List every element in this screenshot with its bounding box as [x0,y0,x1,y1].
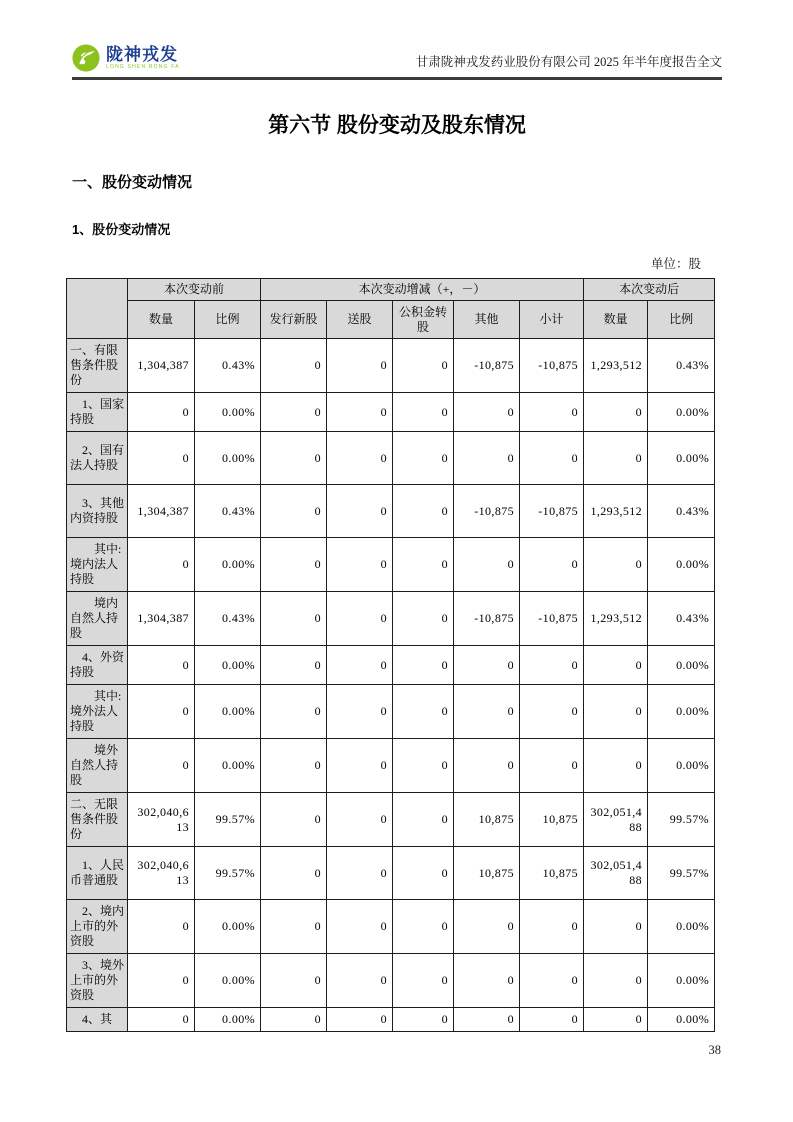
row-label-cell: 境内自然人持股 [67,592,128,646]
data-cell: 0 [261,685,327,739]
data-cell: 0 [261,954,327,1008]
data-cell: 0.00% [195,739,261,793]
data-cell: 0 [261,393,327,432]
data-cell: 0 [393,339,454,393]
data-cell: 0 [327,900,393,954]
table-row [67,739,715,793]
data-cell: 0 [261,900,327,954]
data-cell: 0 [128,1008,195,1032]
data-cell: 0 [584,646,648,685]
data-cell: 0.00% [195,538,261,592]
logo-name-cn: 陇神戎发 [106,45,178,64]
data-cell: 0.00% [195,393,261,432]
col-header-ratio-before: 比例 [195,301,261,339]
col-header-qty-after: 数量 [584,301,648,339]
data-cell: 0 [128,538,195,592]
data-cell: 302,051,488 [584,847,648,900]
data-cell: 0.00% [648,432,715,485]
data-cell: 0 [393,954,454,1008]
table-row [67,900,715,954]
data-cell: 0 [261,538,327,592]
data-cell: 0 [520,393,584,432]
row-label-cell: 2、境内上市的外资股 [67,900,128,954]
data-cell: 0 [327,646,393,685]
data-cell: 0.00% [648,538,715,592]
data-cell: 0 [520,1008,584,1032]
table-corner-cell [67,279,128,339]
data-cell: 0 [584,739,648,793]
data-cell: 0 [454,393,520,432]
data-cell: 0.00% [648,900,715,954]
row-label-cell: 其中: 境外法人持股 [67,685,128,739]
data-cell: 10,875 [520,847,584,900]
data-cell: 0 [327,954,393,1008]
share-change-table [66,278,715,1032]
data-cell: 0.00% [195,954,261,1008]
row-label-cell: 二、无限售条件股份 [67,793,128,847]
data-cell: 0 [393,485,454,538]
table-header-group-row [67,279,715,301]
data-cell: 0.00% [648,954,715,1008]
header-group-before: 本次变动前 [128,279,261,301]
data-cell: 0 [327,793,393,847]
data-cell: 0.00% [195,646,261,685]
table-row [67,646,715,685]
logo-name-en: LONG SHEN RONG FA [106,64,180,70]
data-cell: 0 [454,646,520,685]
data-cell: 1,304,387 [128,592,195,646]
data-cell: 99.57% [195,847,261,900]
table-row [67,1008,715,1032]
data-cell: -10,875 [520,485,584,538]
data-cell: 0 [128,646,195,685]
data-cell: -10,875 [454,339,520,393]
data-cell: 0 [327,739,393,793]
data-cell: 0 [584,432,648,485]
data-cell: 302,040,613 [128,793,195,847]
section-title: 第六节 股份变动及股东情况 [268,114,526,137]
data-cell: 0 [454,538,520,592]
data-cell: 0.00% [648,685,715,739]
subheading-share-change: 1、股份变动情况 [72,222,171,237]
data-cell: 99.57% [648,793,715,847]
col-header-other: 其他 [454,301,520,339]
data-cell: 0 [454,954,520,1008]
logo-text [106,46,180,70]
row-label-cell: 3、境外上市的外资股 [67,954,128,1008]
data-cell: 1,293,512 [584,485,648,538]
row-label-cell: 4、外资持股 [67,646,128,685]
table-row [67,592,715,646]
row-label-cell: 一、有限售条件股份 [67,339,128,393]
data-cell: 0 [454,900,520,954]
col-header-qty-before: 数量 [128,301,195,339]
header-group-after: 本次变动后 [584,279,715,301]
data-cell: 0 [261,793,327,847]
data-cell: 0.00% [195,1008,261,1032]
data-cell: 0 [393,1008,454,1032]
data-cell: 0.00% [195,900,261,954]
data-cell: 0 [261,739,327,793]
unit-label: 单位：股 [650,257,701,271]
data-cell: 0 [520,954,584,1008]
data-cell: 0 [128,954,195,1008]
data-cell: 302,051,488 [584,793,648,847]
data-cell: -10,875 [520,592,584,646]
data-cell: 0 [261,339,327,393]
data-cell: 0 [393,739,454,793]
document-title-header: 甘肃陇神戎发药业股份有限公司 2025 年半年度报告全文 [415,55,722,69]
data-cell: 0 [584,954,648,1008]
table-header-columns-row [67,301,715,339]
data-cell: 0.00% [195,685,261,739]
data-cell: 0 [128,739,195,793]
data-cell: 0.00% [195,432,261,485]
data-cell: 302,040,613 [128,847,195,900]
data-cell: 0 [520,646,584,685]
data-cell: 0 [454,432,520,485]
data-cell: 0 [393,793,454,847]
page-number: 38 [708,1043,721,1057]
data-cell: 1,293,512 [584,592,648,646]
data-cell: 0 [393,646,454,685]
data-cell: 0 [327,432,393,485]
table-row [67,432,715,485]
data-cell: 0.43% [648,592,715,646]
data-cell: 0 [584,685,648,739]
data-cell: 0 [393,393,454,432]
row-label-cell: 4、其 [67,1008,128,1032]
data-cell: 0 [128,432,195,485]
data-cell: 0 [454,685,520,739]
data-cell: -10,875 [520,339,584,393]
col-header-reserve-conversion: 公积金转股 [393,301,454,339]
row-label-cell: 1、人民币普通股 [67,847,128,900]
data-cell: 0 [327,485,393,538]
data-cell: 0 [393,592,454,646]
heading-share-change: 一、股份变动情况 [72,174,193,191]
data-cell: 0 [261,432,327,485]
data-cell: 0 [520,432,584,485]
data-cell: 99.57% [195,793,261,847]
data-cell: -10,875 [454,485,520,538]
data-cell: 0 [128,393,195,432]
data-cell: 0 [520,538,584,592]
data-cell: 99.57% [648,847,715,900]
data-cell: 0 [393,432,454,485]
data-cell: 0 [327,685,393,739]
data-cell: 0 [261,592,327,646]
data-cell: 0 [584,538,648,592]
data-cell: 0 [454,739,520,793]
company-logo [72,44,180,72]
table-row [67,847,715,900]
data-cell: 0 [520,739,584,793]
data-cell: 0.43% [648,485,715,538]
data-cell: 0 [128,685,195,739]
page-header [72,0,722,80]
data-cell: 1,304,387 [128,485,195,538]
data-cell: 1,293,512 [584,339,648,393]
data-cell: 0.43% [195,592,261,646]
col-header-new-shares: 发行新股 [261,301,327,339]
data-cell: 0 [454,1008,520,1032]
data-cell: -10,875 [454,592,520,646]
data-cell: 10,875 [454,793,520,847]
data-cell: 0.43% [648,339,715,393]
table-row [67,485,715,538]
data-cell: 0.00% [648,646,715,685]
data-cell: 0 [393,685,454,739]
data-cell: 0 [327,339,393,393]
data-cell: 0 [327,1008,393,1032]
data-cell: 10,875 [520,793,584,847]
table-row [67,954,715,1008]
table-row [67,393,715,432]
row-label-cell: 1、国家持股 [67,393,128,432]
row-label-cell: 2、国有法人持股 [67,432,128,485]
col-header-ratio-after: 比例 [648,301,715,339]
data-cell: 0 [261,485,327,538]
data-cell: 0 [393,900,454,954]
table-row [67,339,715,393]
data-cell: 0 [393,847,454,900]
data-cell: 0 [327,847,393,900]
data-cell: 0.43% [195,485,261,538]
logo-icon [72,44,100,72]
data-cell: 0 [520,900,584,954]
data-cell: 0.00% [648,1008,715,1032]
data-cell: 0.00% [648,739,715,793]
table-row [67,538,715,592]
header-group-change: 本次变动增减（+，－） [261,279,584,301]
data-cell: 10,875 [454,847,520,900]
data-cell: 0 [327,592,393,646]
data-cell: 0 [584,393,648,432]
data-cell: 0 [261,847,327,900]
data-cell: 0 [261,646,327,685]
data-cell: 0 [128,900,195,954]
table-row [67,793,715,847]
data-cell: 0 [327,538,393,592]
data-cell: 0 [520,685,584,739]
col-header-bonus-shares: 送股 [327,301,393,339]
data-cell: 0 [393,538,454,592]
data-cell: 1,304,387 [128,339,195,393]
data-cell: 0.43% [195,339,261,393]
data-cell: 0 [584,900,648,954]
col-header-subtotal: 小计 [520,301,584,339]
row-label-cell: 其中: 境内法人持股 [67,538,128,592]
share-change-table-area [66,254,715,1032]
data-cell: 0.00% [648,393,715,432]
data-cell: 0 [584,1008,648,1032]
row-label-cell: 境外自然人持股 [67,739,128,793]
data-cell: 0 [261,1008,327,1032]
table-row [67,685,715,739]
row-label-cell: 3、其他内资持股 [67,485,128,538]
data-cell: 0 [327,393,393,432]
